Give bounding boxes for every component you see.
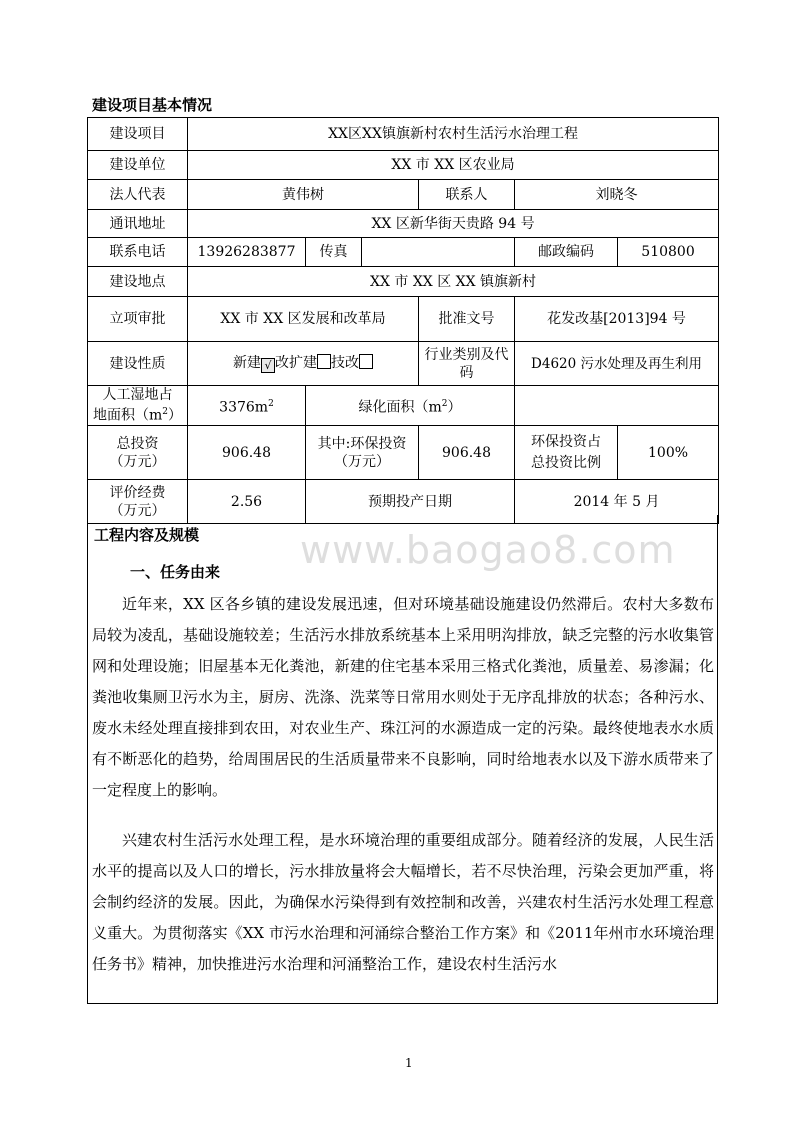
fax-value <box>362 238 515 267</box>
row-phone <box>88 238 719 267</box>
contact-value: 刘晓冬 <box>515 180 719 210</box>
project-info-table <box>87 117 719 524</box>
row-unit <box>88 151 719 180</box>
address-value: XX 区新华街天贵路 94 号 <box>188 210 719 238</box>
env-label-line1: 其中:环保投资 <box>317 435 407 452</box>
address-label: 通讯地址 <box>88 210 188 238</box>
green-label: 绿化面积$(m^2)$ <box>306 386 515 426</box>
section-title: 工程内容及规模 <box>94 526 200 544</box>
row-project <box>88 118 719 151</box>
project-content-section <box>87 515 718 1004</box>
section-heading: 建设项目基本情况 <box>92 96 213 114</box>
nature-expand-checkbox[interactable] <box>317 354 331 369</box>
invest-label-line2: （万元） <box>109 453 166 470</box>
phone-value: 13926283877 <box>188 238 306 267</box>
row-approval <box>88 297 719 342</box>
postcode-label: 邮政编码 <box>515 238 618 267</box>
section-subtitle: 一、任务由来 <box>130 563 221 581</box>
nature-options <box>188 342 419 386</box>
row-address <box>88 210 719 238</box>
paragraph-2: 兴建农村生活污水处理工程，是水环境治理的重要组成部分。随着经济的发展，人民生活水平的提高以及人口的增长，污水排放量将会大幅增长，若不尽快治理，污染会更加严重，将会制约经济的发展。因此，为确保水污染得到有效控制和改善，兴建农村生活污水处理工程意义重大。为贯彻落实《XX 市污水治理和河涌综合整治工作方案》和《2011年州市水环境治理任务书》精神，加快推进污水治理和河涌整治工作，建设农村生活污水 <box>92 831 714 973</box>
wetland-label-line1: 人工湿地占 <box>102 386 173 403</box>
unit-label: 建设单位 <box>88 151 188 180</box>
wetland-value-sup: 2 <box>268 398 274 409</box>
row-investment <box>88 426 719 480</box>
docno-value: 花发改基[2013]94 号 <box>515 297 719 342</box>
nature-new-label: 新建 <box>233 355 261 371</box>
paragraph-1: 近年来，XX 区各乡镇的建设发展迅速，但对环境基础设施建设仍然滞后。农村大多数布局较为凌乱，基础设施较差；生活污水排放系统基本上采用明沟排放，缺乏完整的污水收集管网和处理设施；旧屋基本无化粪池，新建的住宅基本采用三格式化粪池，质量差、易渗漏；化粪池收集厕卫污水为主，厨房、洗涤、洗菜等日常用水则处于无序乱排放的状态；各种污水、废水未经处理直接排到农田，对农业生产、珠江河的水源造成一定的污染。最终使地表水水质有不断恶化的趋势，给周围居民的生活质量带来不良影响，同时给地表水以及下游水质带来了一定程度上的影响。 <box>92 595 714 799</box>
site-label: 建设地点 <box>88 267 188 297</box>
ratio-label <box>515 426 618 480</box>
nature-tech-label: 技改 <box>331 355 359 371</box>
contact-label: 联系人 <box>419 180 515 210</box>
invest-label-line1: 总投资 <box>116 435 159 452</box>
ratio-value: 100% <box>618 426 719 480</box>
site-value: XX 市 XX 区 XX 镇旗新村 <box>188 267 719 297</box>
approval-label: 立项审批 <box>88 297 188 342</box>
eval-label-line1: 评价经费 <box>109 484 166 501</box>
wetland-label-sup: 2 <box>162 406 168 417</box>
project-label: 建设项目 <box>88 118 188 151</box>
eval-label-line2: （万元） <box>109 502 166 519</box>
approval-value: XX 市 XX 区发展和改革局 <box>188 297 419 342</box>
nature-label: 建设性质 <box>88 342 188 386</box>
postcode-value: 510800 <box>618 238 719 267</box>
nature-new-checkbox[interactable]: √ <box>261 358 275 373</box>
nature-expand-label: 改扩建 <box>275 355 317 371</box>
invest-label <box>88 426 188 480</box>
wetland-label <box>88 386 188 426</box>
row-nature <box>88 342 719 386</box>
env-invest-label <box>306 426 419 480</box>
ratio-label-line1: 环保投资占 <box>531 433 601 450</box>
page-number: 1 <box>405 1056 413 1070</box>
phone-label: 联系电话 <box>88 238 188 267</box>
env-label-line2: （万元） <box>334 453 390 470</box>
docno-label: 批准文号 <box>419 297 515 342</box>
ratio-label-line2: 总投资比例 <box>531 454 601 471</box>
row-wetland <box>88 386 719 426</box>
nature-tech-checkbox[interactable] <box>359 354 373 369</box>
row-legal <box>88 180 719 210</box>
green-value <box>515 386 719 426</box>
legal-label: 法人代表 <box>88 180 188 210</box>
legal-value: 黄伟树 <box>188 180 419 210</box>
industry-label: 行业类别及代码 <box>419 342 515 386</box>
invest-value: 906.48 <box>188 426 306 480</box>
wetland-value: $3376m^2$ <box>188 386 306 426</box>
unit-value: XX 市 XX 区农业局 <box>188 151 719 180</box>
watermark: www.baogao8.com <box>300 528 676 572</box>
fax-label: 传真 <box>306 238 362 267</box>
wetland-label-line2: 地面积$(m^2)$ <box>92 406 182 424</box>
green-label-sup: 2 <box>441 398 448 409</box>
env-invest-value: 906.48 <box>419 426 515 480</box>
row-site <box>88 267 719 297</box>
date-label: 预期投产日期 <box>306 480 515 524</box>
date-value: 2014 年 5 月 <box>515 480 719 524</box>
industry-value: D4620 污水处理及再生利用 <box>515 342 719 386</box>
eval-value: 2.56 <box>188 480 306 524</box>
project-value: XX区XX镇旗新村农村生活污水治理工程 <box>188 118 719 151</box>
